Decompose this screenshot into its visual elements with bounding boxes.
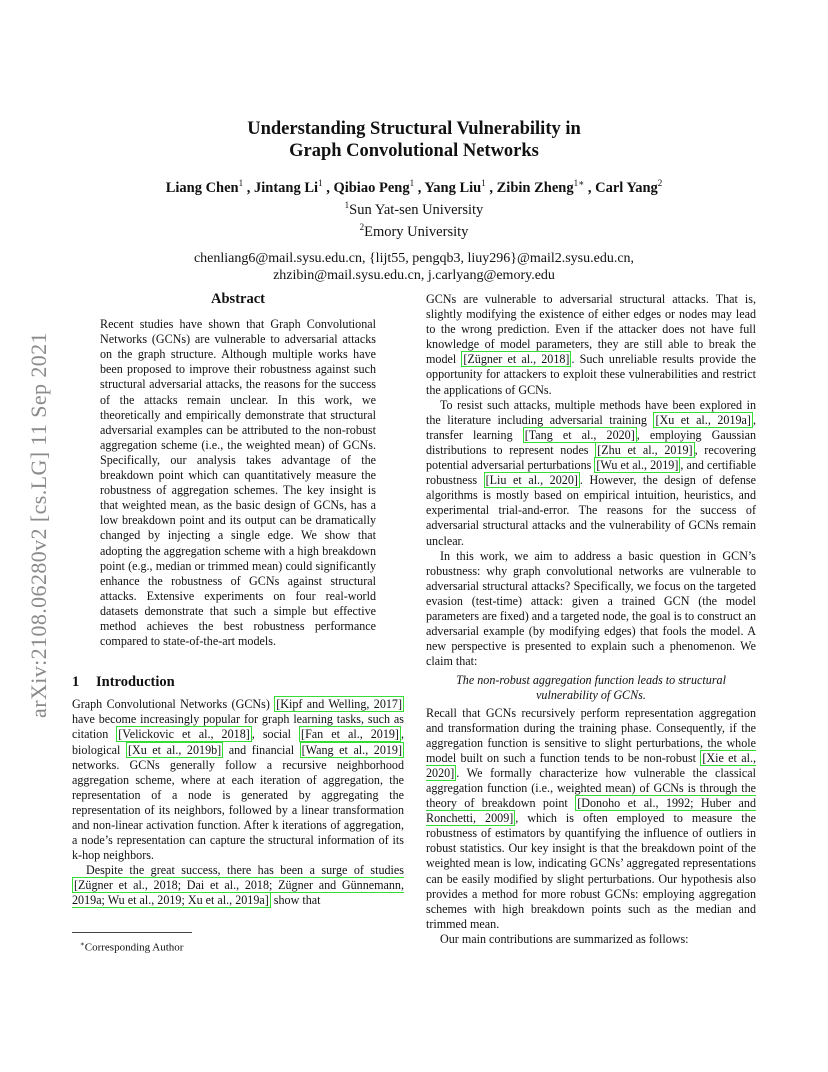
citation-link[interactable]: [Fan et al., 2019] bbox=[301, 727, 399, 742]
author-sup: 1 bbox=[409, 178, 415, 188]
citation-link[interactable]: [Xie et al., 2020] bbox=[426, 750, 756, 780]
citation-link[interactable]: [Zhu et al., 2019] bbox=[597, 442, 693, 457]
author-sup: 2 bbox=[657, 178, 663, 188]
citation-link[interactable]: [Kipf and Welling, 2017] bbox=[276, 697, 403, 712]
citation-link[interactable]: [Zügner et al., 2018; Dai et al., 2018; Zügner and Günnemann, 2019a; Wu et al., 2019; Xu et al., 2019a] bbox=[72, 878, 404, 908]
abstract-heading: Abstract bbox=[211, 291, 265, 307]
paper-header bbox=[90, 118, 738, 284]
section-title: Introduction bbox=[96, 674, 175, 691]
abstract-text: Recent studies have shown that Graph Convolutional Networks (GCNs) are vulnerable to adversarial attacks on the graph structure. Although multiple works have been proposed to improve their robustness against such structural adversarial attacks, the reasons for the success of the attacks remain unclear. In this work, we theoretically and empirically demonstrate that structural adversarial examples can be attributed to the non-robust aggregation scheme (i.e., the weighted mean) of GCNs. Specifically, our analysis takes advantage of the breakdown point which can quantitatively measure the robustness of aggregation schemes. The key insight is that weighted mean, as the basic design of GCNs, has a low breakdown point and its output can be dramatically changed by injecting a single edge. We show that adopting the aggregation scheme with a high breakdown point (e.g., median or trimmed mean) could significantly enhance the robustness of GCNs against structural attacks. Extensive experiments on four real-world datasets demonstrate that such a simple but effective method achieves the best robustness performance compared to state-of-the-art models. bbox=[100, 317, 376, 649]
author-name: Zibin Zheng bbox=[496, 179, 574, 196]
footnote-mark: ∗ bbox=[80, 940, 85, 948]
section-number: 1 bbox=[72, 674, 80, 691]
affiliation-1 bbox=[90, 197, 738, 219]
right-paragraph-1: GCNs are vulnerable to adversarial structural attacks. That is, slightly modifying the existence of either edges or nodes may lead to the wrong prediction. Even if the attacker does not have full knowledge of model parameters, they are still able to break the model [Zügner et al., 2018] . Such unreliable results provide the opportunity for attackers to exploit these vulnerabilities and restrict the applications of GCNs. bbox=[426, 292, 756, 397]
affiliation-sup: 2 bbox=[359, 221, 365, 232]
author-name: Yang Liu bbox=[424, 179, 482, 196]
right-paragraph-5: Our main contributions are summarized as follows: bbox=[440, 931, 689, 946]
author-name: Liang Chen bbox=[165, 179, 239, 196]
email-line-2: zhzibin@mail.sysu.edu.cn, j.carlyang@emory.edu bbox=[273, 268, 555, 284]
intro-paragraph-1: Graph Convolutional Networks (GCNs) [Kipf and Welling, 2017] have become increasingly popular for graph learning tasks, such as citation [Velickovic et al., 2018] , social [Fan et al., 2019] , biological [Xu et al., 2019b] and financial [Wang et al., 2019] networks. GCNs generally follow a recursive neighborhood aggregation scheme, where at each iteration of aggregation, the representation of a node is generated by aggregating the representation of its neighbors, followed by a linear transformation and non-linear activation function. After k iterations of aggregation, a node’s representation can capture the structural information of its k-hop neighbors. bbox=[72, 697, 404, 863]
arxiv-identifier[interactable]: arXiv:2108.06280v2 [cs.LG] 11 Sep 2021 bbox=[26, 332, 51, 718]
author-list: Liang Chen$^1$ , Jintang Li$^1$ , Qibiao Peng$^1$ , Yang Liu$^1$ , Zibin Zheng$^{1∗}$ , Carl Yang$^2$ bbox=[165, 178, 663, 196]
citation-link[interactable]: [Xu et al., 2019a] bbox=[655, 412, 751, 427]
affiliation-2 bbox=[90, 219, 738, 241]
footnote-text: Corresponding Author bbox=[84, 941, 184, 954]
author-sup: 1 bbox=[238, 178, 244, 188]
email-line-1: chenliang6@mail.sysu.edu.cn, {lijt55, pengqb3, liuy296}@mail2.sysu.edu.cn, bbox=[193, 251, 635, 267]
left-column bbox=[72, 292, 404, 909]
citation-link[interactable]: [Wu et al., 2019] bbox=[596, 458, 679, 473]
footnote bbox=[80, 938, 183, 955]
citation-link[interactable]: [Wang et al., 2019] bbox=[301, 742, 402, 757]
paper-title bbox=[90, 118, 738, 162]
affiliation-sup: 1 bbox=[344, 199, 350, 210]
right-paragraph-3: In this work, we aim to address a basic question in GCN’s robustness: why graph convolutional networks are vulnerable to adversarial structural attacks? Specifically, we focus on the targeted evasion (test-time) attack: given a trained GCN (the model parameters are fixed) and a targeted node, the goal is to construct an adversarial example (by modifying edges) that fools the model. A new perspective is presented to explain such a phenomenon. We claim that: bbox=[426, 548, 756, 669]
intro-paragraph-2: Despite the great success, there has been a surge of studies [Zügner et al., 2018; Dai et al., 2018; Zügner and Günnemann, 2019a; Wu et al., 2019; Xu et al., 2019a] show that bbox=[72, 863, 404, 908]
citation-link[interactable]: [Tang et al., 2020] bbox=[524, 427, 635, 442]
author-sup: 1 bbox=[481, 178, 486, 188]
author-emails bbox=[90, 250, 738, 284]
citation-link[interactable]: [Velickovic et al., 2018] bbox=[118, 727, 250, 742]
arxiv-sidebar bbox=[24, 290, 54, 760]
footnote-rule bbox=[72, 932, 192, 933]
author-name: Qibiao Peng bbox=[333, 179, 410, 196]
affiliation-text: Emory University bbox=[364, 223, 469, 240]
citation-link[interactable]: [Zügner et al., 2018] bbox=[463, 352, 570, 367]
section-heading-introduction bbox=[72, 675, 404, 690]
title-line-2: Graph Convolutional Networks bbox=[289, 141, 539, 161]
right-paragraph-2: To resist such attacks, multiple methods have been explored in the literature including adversarial training [Xu et al., 2019a] , transfer learning [Tang et al., 2020] , employing Gaussian distributions to represent nodes [Zhu et al., 2019] , recovering potential adversarial perturbations [Wu et al., 2019] , and certifiable robustness [Liu et al., 2020] . However, the design of defense algorithms is mostly based on empirical intuition, heuristics, and experimental trial-and-error. The reasons for the success of adversarial structural attacks and the vulnerability of GCNs remain unclear. bbox=[426, 397, 757, 548]
citation-link[interactable]: [Xu et al., 2019b] bbox=[127, 742, 222, 757]
right-column bbox=[426, 292, 756, 947]
author-sup: 1∗ bbox=[573, 178, 585, 188]
citation-link[interactable]: [Donoho et al., 1992; Huber and Ronchetti, 2009] bbox=[426, 796, 757, 826]
citation-link[interactable]: [Liu et al., 2020] bbox=[485, 473, 578, 488]
right-paragraph-4: Recall that GCNs recursively perform representation aggregation and transformation during the training phase. Consequently, if the aggregation function is sensitive to slight perturbations, the whole model built on such a function tends to be non-robust [Xie et al., 2020] . We formally characterize how vulnerable the classical aggregation function (i.e., weighted mean) of GCNs is through the theory of breakdown point [Donoho et al., 1992; Huber and Ronchetti, 2009] , which is often employed to measure the robustness of estimators by quantifying the influence of outliers in robust statistics. Our key insight is that the breakdown point of the weighted mean is low, indicating GCNs’ aggregated representations can be easily modified by slight perturbations. Our hypothesis also provides a method for more robust GCNs: employing aggregation schemes with high breakdown points such as the median and trimmed mean. bbox=[426, 705, 757, 931]
author-sup: 1 bbox=[318, 178, 323, 188]
author-name: Jintang Li bbox=[254, 179, 319, 196]
author-name: Carl Yang bbox=[595, 179, 658, 196]
affiliation-text: Sun Yat-sen University bbox=[349, 201, 484, 218]
claim-statement: The non-robust aggregation function leads to structural vulnerability of GCNs. bbox=[456, 673, 726, 703]
title-line-1: Understanding Structural Vulnerability in bbox=[247, 119, 581, 139]
